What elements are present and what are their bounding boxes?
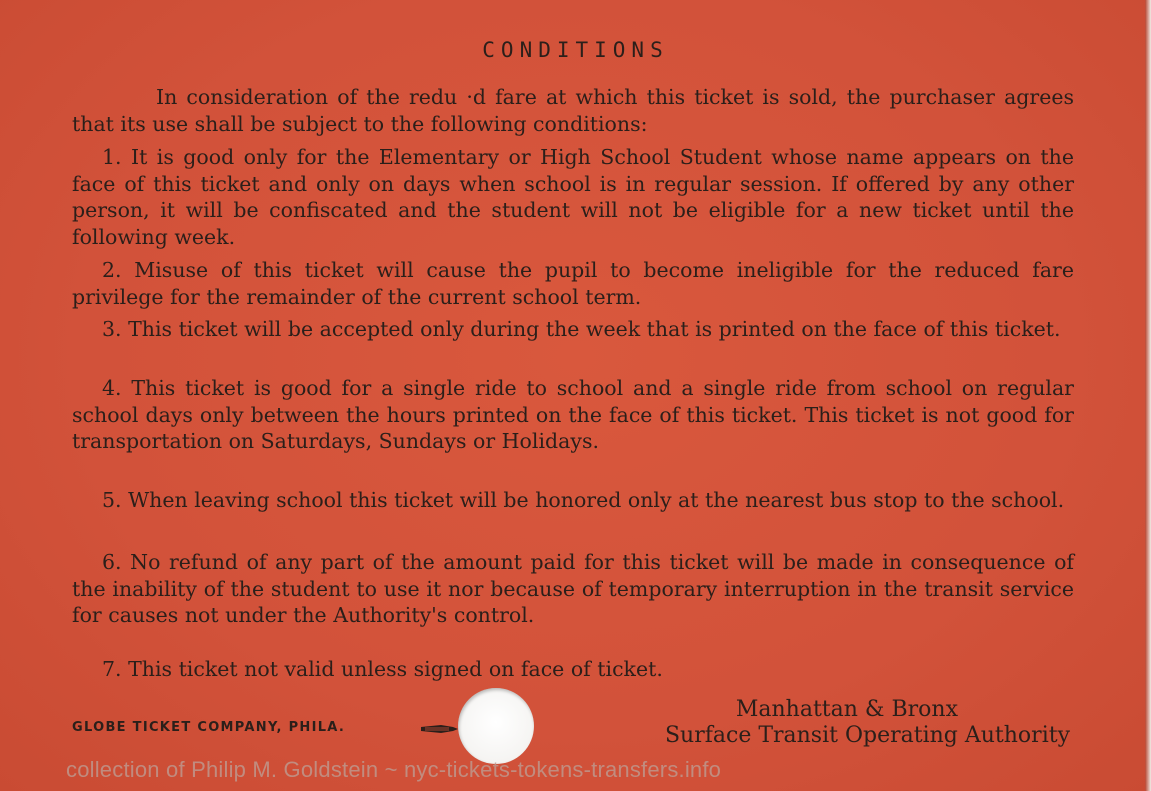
conditions-heading: CONDITIONS (482, 38, 669, 62)
printer-imprint: GLOBE TICKET COMPANY, PHILA. (72, 720, 346, 735)
authority-line-2: Surface Transit Operating Authority (664, 723, 1070, 748)
condition-text: This ticket will be accepted only during the week that is printed on the face of this ticket. (128, 317, 1061, 341)
condition-number: 7. (102, 657, 122, 681)
condition-number: 4. (102, 376, 122, 400)
condition-text: When leaving school this ticket will be honored only at the nearest bus stop to the school. (128, 488, 1065, 512)
condition-1 (72, 144, 1074, 250)
condition-6 (72, 549, 1074, 629)
punch-hole (458, 688, 534, 764)
condition-number: 2. (102, 258, 122, 282)
condition-text: No refund of any part of the amount paid for this ticket will be made in consequence of the inability of the student to use it nor because of temporary interruption in the transit service for causes not under the Authority's control. (72, 550, 1074, 627)
issuing-authority (580, 697, 1070, 749)
intro-paragraph: In consideration of the redu ·d fare at which this ticket is sold, the purchaser agrees that its use shall be subject to the following conditions: (72, 85, 1074, 136)
condition-3 (72, 316, 1074, 343)
condition-number: 5. (102, 488, 122, 512)
condition-text: Misuse of this ticket will cause the pupil to become ineligible for the reduced fare privilege for the remainder of the current school term. (72, 258, 1074, 309)
condition-4 (72, 375, 1074, 455)
condition-7 (72, 656, 1074, 683)
condition-text: This ticket is good for a single ride to school and a single ride from school on regular school days only between the hours printed on the face of this ticket. This ticket is not good for transportation on Saturdays, Sundays or Holidays. (72, 376, 1074, 453)
condition-2 (72, 257, 1074, 310)
condition-text: It is good only for the Elementary or High School Student whose name appears on the face of this ticket and only on days when school is in regular session. If offered by any other person, it will be confiscated and the student will not be eligible for a new ticket until the following week. (72, 145, 1074, 249)
condition-number: 3. (102, 317, 122, 341)
condition-number: 1. (102, 145, 122, 169)
condition-number: 6. (102, 550, 122, 574)
condition-text: This ticket not valid unless signed on face of ticket. (128, 657, 663, 681)
condition-5 (72, 487, 1074, 514)
collection-watermark: collection of Philip M. Goldstein ~ nyc-tickets-tokens-transfers.info (66, 757, 722, 782)
authority-line-1: Manhattan & Bronx (735, 697, 958, 722)
pointing-hand-icon (419, 722, 459, 736)
